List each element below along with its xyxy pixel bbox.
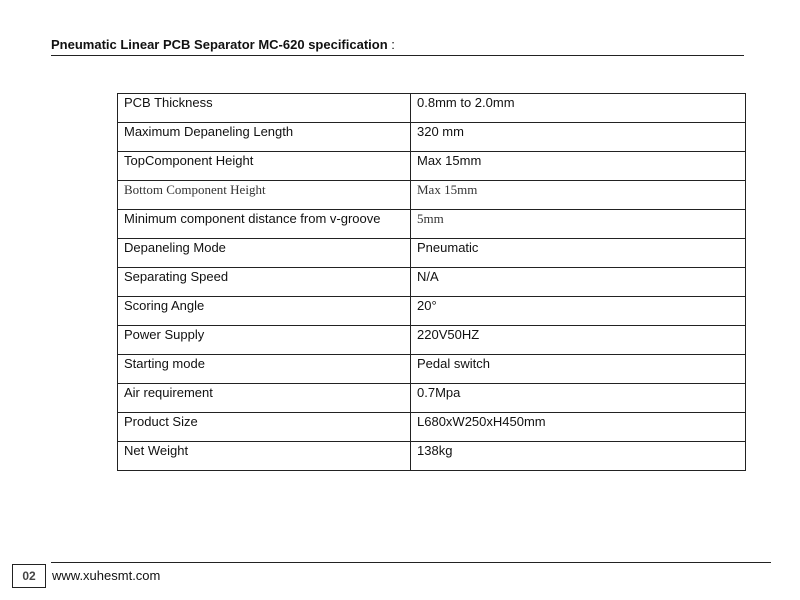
table-row xyxy=(118,355,746,384)
spec-label: Bottom Component Height xyxy=(118,181,411,210)
table-row xyxy=(118,268,746,297)
spec-label: Starting mode xyxy=(118,355,411,384)
table-row xyxy=(118,297,746,326)
spec-value: Pedal switch xyxy=(411,355,746,384)
spec-value: 5mm xyxy=(411,210,746,239)
spec-label: Power Supply xyxy=(118,326,411,355)
table-row xyxy=(118,413,746,442)
table-row xyxy=(118,326,746,355)
spec-value: 20° xyxy=(411,297,746,326)
spec-value: 138kg xyxy=(411,442,746,471)
footer-divider xyxy=(51,562,771,563)
spec-label: PCB Thickness xyxy=(118,94,411,123)
spec-value: 0.8mm to 2.0mm xyxy=(411,94,746,123)
table-row xyxy=(118,210,746,239)
spec-value: 320 mm xyxy=(411,123,746,152)
spec-table xyxy=(117,93,746,471)
spec-value: 0.7Mpa xyxy=(411,384,746,413)
spec-value: Max 15mm xyxy=(411,181,746,210)
spec-label: Net Weight xyxy=(118,442,411,471)
spec-value: Pneumatic xyxy=(411,239,746,268)
spec-label: Maximum Depaneling Length xyxy=(118,123,411,152)
title-colon: : xyxy=(387,37,395,52)
spec-label: Depaneling Mode xyxy=(118,239,411,268)
spec-label: Product Size xyxy=(118,413,411,442)
spec-label: Scoring Angle xyxy=(118,297,411,326)
table-row xyxy=(118,94,746,123)
spec-value: 220V50HZ xyxy=(411,326,746,355)
table-row xyxy=(118,384,746,413)
spec-value: L680xW250xH450mm xyxy=(411,413,746,442)
website-url: www.xuhesmt.com xyxy=(52,568,161,583)
spec-label: Separating Speed xyxy=(118,268,411,297)
title-text: Pneumatic Linear PCB Separator MC-620 specification xyxy=(51,37,388,52)
spec-label: Minimum component distance from v-groove xyxy=(118,210,411,239)
spec-value: Max 15mm xyxy=(411,152,746,181)
document-title xyxy=(51,36,744,56)
table-row xyxy=(118,123,746,152)
spec-label: TopComponent Height xyxy=(118,152,411,181)
page-number: 02 xyxy=(12,564,46,588)
table-row xyxy=(118,239,746,268)
table-row xyxy=(118,181,746,210)
spec-label: Air requirement xyxy=(118,384,411,413)
spec-value: N/A xyxy=(411,268,746,297)
table-row xyxy=(118,152,746,181)
table-row xyxy=(118,442,746,471)
